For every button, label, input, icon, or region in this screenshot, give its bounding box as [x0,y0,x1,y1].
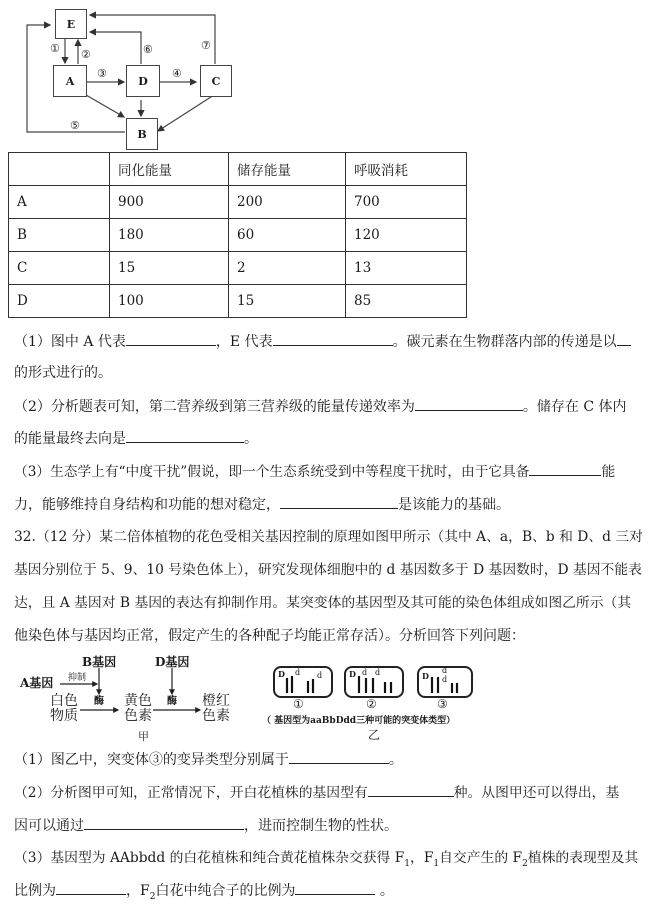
q31-p1-text-a: （1）图中 A 代表 [14,334,126,350]
arrow-label-5: ⑤ [70,119,80,132]
mutant-label-1: ① [293,697,304,711]
arrow-label-6: ⑥ [143,43,153,56]
mutant-3-box [417,666,473,698]
table-cell: 900 [110,186,229,219]
gene-label: d [375,668,381,677]
q32-intro-line4: 他染色体与基因均正常，假定产生的各种配子均能正常存活）。分析回答下列问题： [14,628,525,644]
q32-part3-line2 [14,880,394,907]
arrow-label-2: ② [81,48,91,61]
table-header-cell: 呼吸消耗 [346,153,467,186]
q32-intro-line1: 32.（12 分）某二倍体植物的花色受相关基因控制的原理如图甲所示（其中 A、a，B、b 和 D、d 三对 [14,529,643,545]
node-e: E [55,9,87,39]
q31-p1-text-c: 。碳元素在生物群落内部的传递是以 [392,334,617,350]
q32-p1-text-a: （1）图乙中，突变体③的变异类型分别属于 [14,752,289,768]
subscript: 2 [149,891,156,902]
q31-p2-text-a: （2）分析题表可知，第二营养级到第三营养级的能量传递效率为 [14,399,415,415]
node-b: B [126,118,158,150]
q32-p3-text-d: 植株的表现型及其 [527,850,639,866]
answer-blank[interactable] [415,396,523,411]
table-row [9,285,467,318]
chromosome-icon [346,668,402,696]
table-cell: 15 [229,285,346,318]
mutant-2-box [344,666,404,698]
answer-blank[interactable] [529,461,601,476]
q31-p1-text-b: ，E 代表 [215,334,273,350]
q31-part3-line2 [14,494,510,515]
gene-label: D [278,669,285,679]
enzyme-label-2: 酶 [167,696,177,707]
d-gene-label: D基因 [155,655,190,669]
q31-p3-text-d: 是该能力的基础。 [398,497,510,513]
q32-p2-text-c: 因可以通过 [14,818,84,834]
table-cell: 200 [229,186,346,219]
gene-label: D [422,671,429,681]
q31-part1-line2 [14,363,112,383]
node-a: A [53,65,87,97]
yellow-pigment-2: 色素 [124,708,152,724]
answer-blank[interactable] [617,331,631,346]
figure-yi-note: （ 基因型为aaBbDdd三种可能的突变体类型） [262,716,456,726]
q32-part1 [14,749,403,770]
gene-label: D [349,669,356,679]
table-cell: 60 [229,219,346,252]
q32-part2-line2 [14,815,398,836]
answer-blank[interactable] [56,880,126,895]
q32-p3-text-a: （3）基因型为 AAbbdd 的白花植株和纯合黄花植株杂交获得 F [14,850,405,866]
table-cell: 100 [110,285,229,318]
table-cell: A [9,186,110,219]
answer-blank[interactable] [280,494,398,509]
q32-intro-line3: 达，且 A 基因对 B 基因的表达有抑制作用。某突变体的基因型及其可能的染色体组成如图乙所示（其 [14,595,632,611]
orange-pigment-1: 橙红 [202,693,230,709]
mutant-label-2: ② [366,697,377,711]
q32-part2-line1 [14,782,619,803]
q31-part2-line1 [14,396,627,417]
subscript: 1 [433,858,440,869]
a-gene-label: A基因 [20,676,54,690]
answer-blank[interactable] [295,880,375,895]
white-substance-1: 白色 [50,693,78,709]
table-row [9,186,467,219]
q32-p2-text-d: ，进而控制生物的性状。 [244,818,398,834]
q32-p3-text-g: 白花中纯合子的比例为 [155,883,296,899]
energy-table [8,152,467,318]
b-gene-label: B基因 [82,655,117,669]
chromosome-icon [275,668,331,696]
arrow-label-7: ⑦ [201,39,211,52]
table-cell: 180 [110,219,229,252]
node-d: D [126,65,160,97]
table-cell: 85 [346,285,467,318]
answer-blank[interactable] [126,331,216,346]
table-cell: 2 [229,252,346,285]
table-cell: 120 [346,219,467,252]
orange-pigment-2: 色素 [202,708,230,724]
q32-p3-text-f: ，F [126,883,150,899]
arrow-label-3: ③ [97,67,107,80]
inhibit-label: 抑制 [68,673,87,683]
q32-p2-text-a: （2）分析图甲可知，正常情况下，开白花植株的基因型有 [14,785,368,801]
table-cell: D [9,285,110,318]
gene-label: d [362,668,368,677]
q31-p3-text-c: 力，能够维持自身结构和功能的想对稳定， [14,497,280,513]
yellow-pigment-1: 黄色 [124,693,152,709]
arrow-label-4: ④ [172,67,182,80]
white-substance-2: 物质 [50,708,78,724]
mutant-label-3: ③ [437,697,448,711]
q32-p3-text-e: 比例为 [14,883,56,899]
q31-p2-text-c: 的能量最终去向是 [14,431,126,447]
node-c: C [200,65,232,97]
table-header-row [9,153,467,186]
answer-blank[interactable] [126,428,244,443]
table-cell: B [9,219,110,252]
table-cell: 700 [346,186,467,219]
q31-p3-text-a: （3）生态学上有“中度干扰”假说，即一个生态系统受到中等程度干扰时，由于它具备 [14,464,530,480]
answer-blank[interactable] [84,815,244,830]
q31-p1-text-d: 的形式进行的。 [14,365,112,381]
gene-label: d [442,666,448,675]
q32-p1-text-b: 。 [388,752,403,768]
q32-p3-text-c: 自交产生的 F [439,850,523,866]
q32-intro-line2: 基因分别位于 5、9、10 号染色体上），研究发现体细胞中的 d 基因数多于 D 基因数时，D 基因不能表 [14,562,642,578]
gene-label: d [442,675,448,684]
answer-blank[interactable] [273,331,393,346]
enzyme-label-1: 酶 [94,696,104,707]
subscript: 1 [404,858,411,869]
q32-part3-line1 [14,848,638,874]
q31-part1-line1 [14,331,631,352]
figure-yi-caption: 乙 [368,728,381,742]
table-row [9,252,467,285]
q31-p2-text-d: 。 [244,431,258,447]
mutant-1-box [273,666,333,698]
q32-p3-text-h: 。 [375,883,394,899]
answer-blank[interactable] [289,749,389,764]
table-cell: C [9,252,110,285]
q32-p2-text-b: 种。从图甲还可以得出，基 [453,785,620,801]
q31-p2-text-b: 。储存在 C 体内 [522,399,627,415]
subscript: 2 [522,858,528,869]
table-header-cell: 储存能量 [229,153,346,186]
table-row [9,219,467,252]
answer-blank[interactable] [368,782,454,797]
table-header-cell: 同化能量 [110,153,229,186]
arrow-label-1: ① [50,42,60,55]
q31-part2-line2 [14,428,258,449]
figure-jia-caption: 甲 [138,730,149,743]
q32-p3-text-b: ，F [410,850,434,866]
table-header-cell [9,153,110,186]
table-cell: 13 [346,252,467,285]
q31-part3-line1 [14,461,615,482]
table-cell: 15 [110,252,229,285]
q31-p3-text-b: 能 [601,464,616,480]
gene-label: d [295,668,301,677]
gene-label: d [317,671,323,680]
